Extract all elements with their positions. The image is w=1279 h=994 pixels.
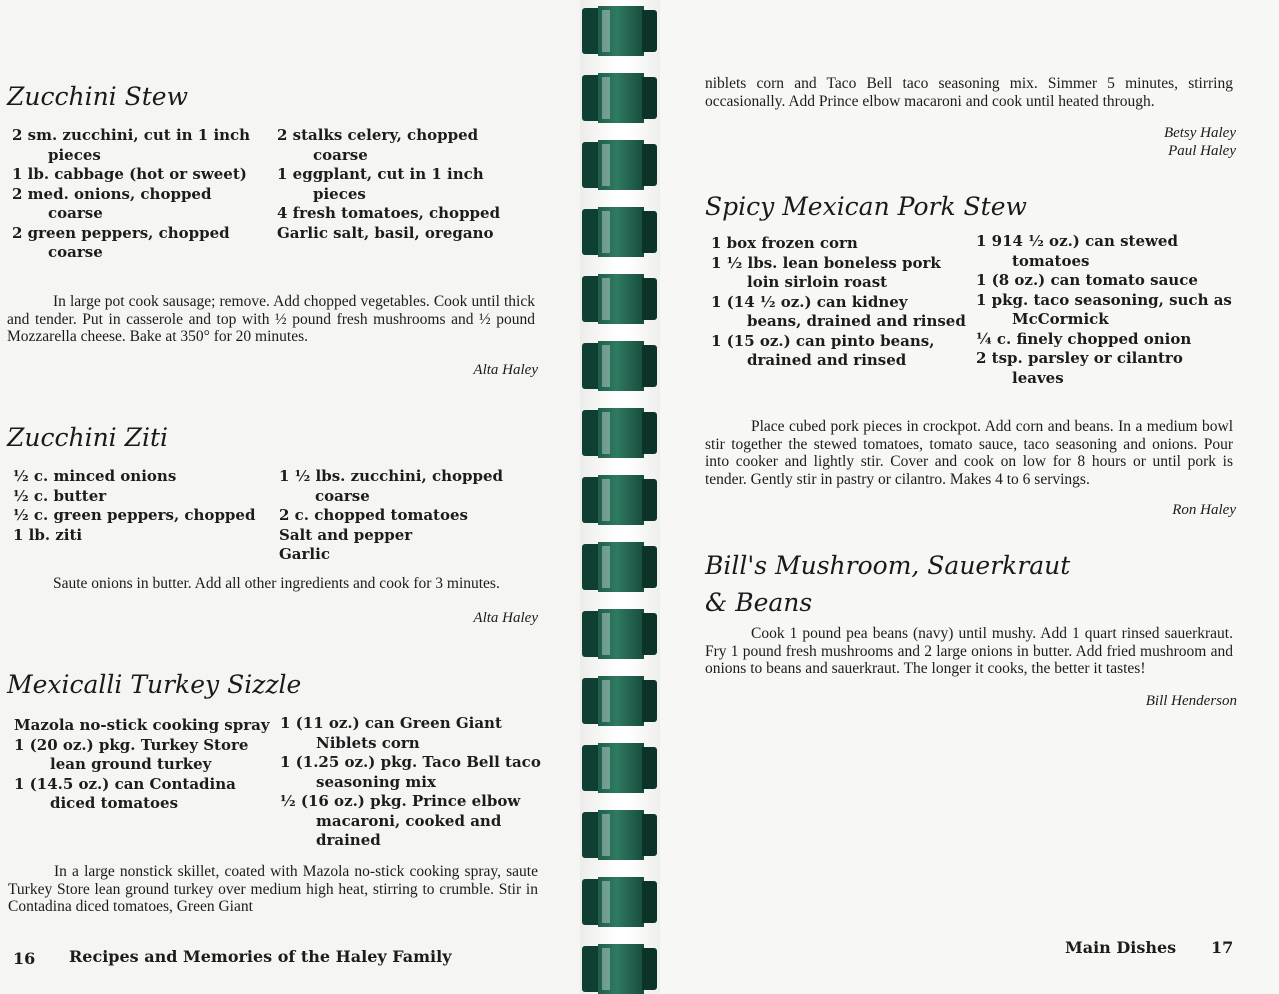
- ingredient: 1 ½ lbs. zucchini, chopped coarse: [279, 467, 503, 505]
- recipe-directions: In a large nonstick skillet, coated with Mazola no-stick cooking spray, saute Turkey Store lean ground turkey over medium high heat, stirring to crumble. Stir in Contadina diced tomatoes, Green Giant: [8, 863, 538, 915]
- recipe-title-mexicalli-turkey-sizzle: Mexicalli Turkey Sizzle: [7, 670, 302, 699]
- binding-coil: [582, 6, 657, 56]
- ingredient: 2 tsp. parsley or cilantro leaves: [976, 349, 1183, 387]
- ingredients-list-col1: [13, 467, 268, 545]
- recipe-author: Ron Haley: [1172, 502, 1236, 518]
- ingredient: 1 (15 oz.) can pinto beans, drained and rinsed: [711, 331, 935, 369]
- binding-coil: [582, 676, 657, 726]
- recipe-directions: Saute onions in butter. Add all other ingredients and cook for 3 minutes.: [53, 575, 500, 592]
- ingredients-list-col1: [711, 234, 966, 371]
- left-page: [0, 0, 580, 993]
- ingredient: 2 stalks celery, chopped coarse: [277, 126, 479, 164]
- binding-coil: [582, 274, 657, 324]
- ingredient: 1 (20 oz.) pkg. Turkey Store lean ground turkey: [14, 735, 249, 773]
- ingredient: ½ c. butter: [13, 486, 107, 505]
- binding-coil: [582, 944, 657, 994]
- page-number: 17: [1211, 938, 1234, 957]
- ingredient: ½ c. minced onions: [13, 467, 177, 485]
- ingredient: 1 lb. ziti: [13, 525, 83, 544]
- recipe-author: Bill Henderson: [1145, 693, 1237, 709]
- binding-coil: [582, 609, 657, 659]
- ingredient: ½ (16 oz.) pkg. Prince elbow macaroni, cooked and drained: [280, 792, 521, 849]
- ingredient: Garlic salt, basil, oregano: [277, 223, 494, 242]
- ingredient: Mazola no-stick cooking spray: [14, 716, 270, 734]
- binding-coil: [582, 810, 657, 860]
- binding-coil: [582, 341, 657, 391]
- ingredient: Garlic: [279, 545, 330, 563]
- ingredient: 1 (8 oz.) can tomato sauce: [976, 271, 1198, 289]
- continued-directions: niblets corn and Taco Bell taco seasoning mix. Simmer 5 minutes, stirring occasionally. Add Prince elbow macaroni and cook until heated through.: [705, 75, 1233, 110]
- ingredient: 1 (1.25 oz.) pkg. Taco Bell taco seasoning mix: [280, 753, 541, 791]
- binding-coil: [582, 408, 657, 458]
- recipe-directions: Cook 1 pound pea beans (navy) until mushy. Add 1 quart rinsed sauerkraut. Fry 1 pound fresh mushrooms and 2 large onions in butter. Add fried mushroom and onions to beans and sauerkraut. The longer it cooks, the better it tastes!: [705, 625, 1233, 677]
- ingredient: 1 lb. cabbage (hot or sweet): [12, 165, 247, 183]
- binding-coil: [582, 877, 657, 927]
- ingredients-list-col2: [976, 232, 1238, 388]
- ingredient: 1 (14 ½ oz.) can kidney beans, drained and rinsed: [711, 292, 966, 330]
- ingredient: ¼ c. finely chopped onion: [976, 329, 1192, 348]
- ingredient: 4 fresh tomatoes, chopped: [277, 204, 501, 222]
- ingredient: 1 ½ lbs. lean boneless pork loin sirloin roast: [711, 253, 941, 291]
- recipe-author: Alta Haley: [473, 610, 538, 626]
- ingredient: 2 sm. zucchini, cut in 1 inch pieces: [12, 126, 251, 164]
- binding-coil: [582, 207, 657, 257]
- ingredient: 2 med. onions, chopped coarse: [12, 184, 212, 222]
- page-number: 16: [13, 949, 36, 968]
- ingredients-list-col2: [279, 467, 534, 565]
- ingredient: 1 box frozen corn: [711, 234, 858, 252]
- ingredient: 1 eggplant, cut in 1 inch pieces: [277, 165, 484, 203]
- ingredient: 1 (14.5 oz.) can Contadina diced tomatoes: [14, 774, 236, 812]
- binding-coil: [582, 743, 657, 793]
- book-title: Recipes and Memories of the Haley Family: [69, 947, 452, 966]
- recipe-author: Alta Haley: [473, 362, 538, 378]
- recipe-title-zucchini-stew: Zucchini Stew: [7, 82, 188, 111]
- ingredient: 1 914 ½ oz.) can stewed tomatoes: [976, 232, 1178, 270]
- section-name: Main Dishes: [1065, 938, 1177, 957]
- binding-coil: [582, 73, 657, 123]
- ingredients-list-col1: [12, 126, 267, 263]
- ingredient: Salt and pepper: [279, 525, 413, 544]
- recipe-title-zucchini-ziti: Zucchini Ziti: [7, 423, 169, 452]
- ingredient: 2 c. chopped tomatoes: [279, 506, 468, 524]
- ingredient: 1 (11 oz.) can Green Giant Niblets corn: [280, 714, 502, 752]
- ingredient: 2 green peppers, chopped coarse: [12, 223, 230, 261]
- binding-coil: [582, 542, 657, 592]
- recipe-author: Betsy Haley: [1163, 125, 1236, 141]
- binding-coil: [582, 140, 657, 190]
- recipe-directions: In large pot cook sausage; remove. Add chopped vegetables. Cook until thick and tender. Put in casserole and top with ½ pound fresh mushrooms and ½ pound Mozzarella cheese. Bake at 350° for 20 minutes.: [7, 293, 535, 345]
- ingredient: 1 pkg. taco seasoning, such as McCormick: [976, 290, 1232, 328]
- recipe-title-bills-mushroom-sauerkraut: Bill's Mushroom, Sauerkraut: [705, 551, 1071, 580]
- recipe-title-spicy-mexican-pork-stew: Spicy Mexican Pork Stew: [705, 192, 1027, 221]
- ingredient: ½ c. green peppers, chopped: [13, 506, 256, 524]
- ingredients-list-col2: [277, 126, 532, 243]
- ingredients-list-col1: [14, 716, 272, 814]
- recipe-title-beans: & Beans: [705, 588, 813, 617]
- binding-coil: [582, 475, 657, 525]
- recipe-author: Paul Haley: [1168, 143, 1236, 159]
- right-page: [660, 0, 1279, 993]
- ingredients-list-col2: [280, 714, 542, 851]
- recipe-directions: Place cubed pork pieces in crockpot. Add corn and beans. In a medium bowl stir together the stewed tomatoes, tomato sauce, taco seasoning and onions. Pour into cooker and lightly stir. Cover and cook on low for 8 hours or until pork is tender. Gently stir in pastry or cilantro. Makes 4 to 6 servings.: [705, 418, 1233, 488]
